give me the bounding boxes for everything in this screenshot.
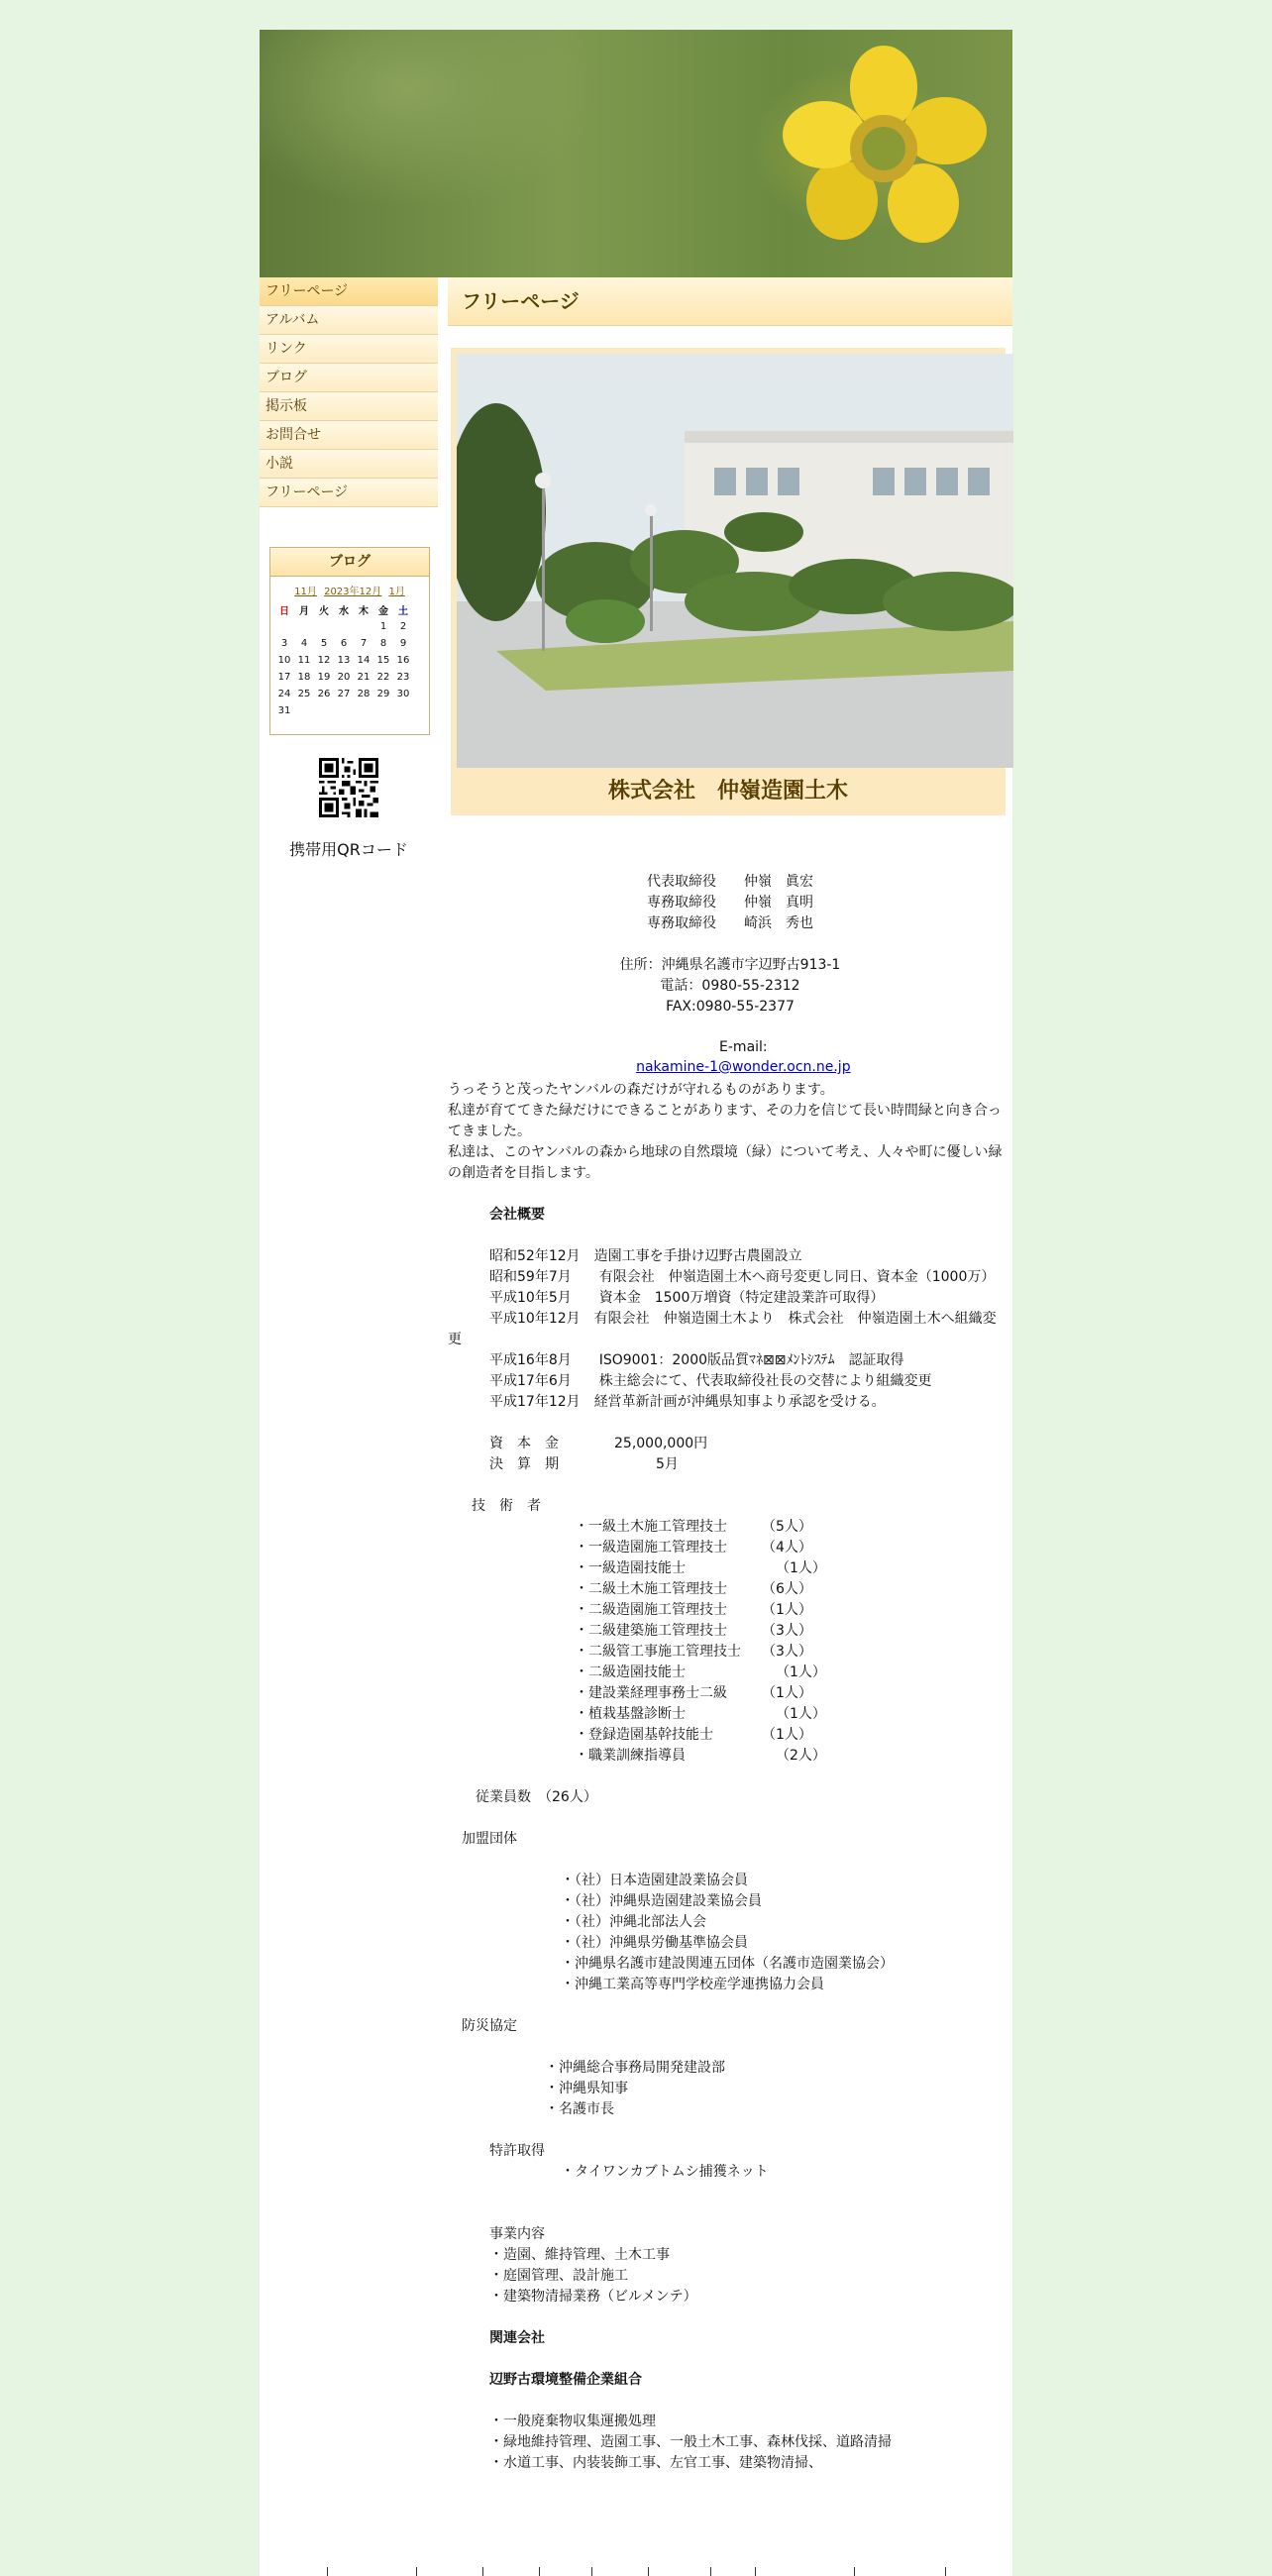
footer-tick (755, 2567, 756, 2576)
history-line: 平成17年12月 経営革新計画が沖縄県知事より承認を受ける。 (489, 1394, 886, 1410)
engineer-line: ・二級土木施工管理技士 （6人） (575, 1581, 812, 1597)
calendar-day[interactable]: 16 (396, 655, 410, 666)
address: 住所：沖縄県名護市字辺野古913-1 (619, 957, 841, 973)
nav-item-free-page-2[interactable]: フリーページ (260, 479, 438, 507)
calendar-day[interactable]: 11 (297, 655, 311, 666)
calendar-day[interactable]: 19 (317, 672, 331, 683)
related-company-name: 辺野古環境整備企業組合 (489, 2372, 642, 2388)
disaster-line: ・沖縄県知事 (545, 2081, 628, 2096)
calendar-day[interactable]: 8 (379, 638, 387, 649)
calendar-day[interactable]: 18 (297, 672, 311, 683)
calendar-day[interactable]: 27 (337, 689, 351, 699)
business-line: ・造園、維持管理、土木工事 (489, 2247, 670, 2263)
nav-item-free-page[interactable]: フリーページ (260, 277, 438, 306)
calendar-day (393, 702, 413, 719)
footer-ticks (260, 2561, 1012, 2576)
related-business-line: ・水道工事、内装装飾工事、左官工事、建築物清掃、 (489, 2455, 822, 2471)
intro-line: うっそうと茂ったヤンバルの森だけが守れるものがあります。 (448, 1082, 834, 1098)
footer-tick (648, 2567, 649, 2576)
calendar-day[interactable]: 9 (399, 638, 407, 649)
calendar-day[interactable]: 30 (396, 689, 410, 699)
calendar-grid (274, 601, 413, 719)
association-line: ・沖縄工業高等専門学校産学連携協力会員 (561, 1977, 824, 1992)
calendar-day[interactable]: 14 (357, 655, 371, 666)
history-line: 更 (448, 1332, 462, 1347)
related-business-line: ・緑地維持管理、造園工事、一般土木工事、森林伐採、道路清掃 (489, 2434, 892, 2450)
footer-tick (854, 2567, 855, 2576)
weekday-label: 金 (378, 606, 388, 617)
nav-item-contact[interactable]: お問合せ (260, 421, 438, 450)
engineer-line: ・二級管工事施工管理技士 （3人） (575, 1644, 812, 1660)
nav-item-blog[interactable]: ブログ (260, 364, 438, 392)
calendar-day[interactable]: 3 (280, 638, 288, 649)
patent-heading: 特許取得 (489, 2143, 545, 2159)
footer-tick (710, 2567, 711, 2576)
history-line: 昭和52年12月 造園工事を手掛け辺野古農園設立 (489, 1248, 802, 1264)
header-banner (260, 30, 1012, 277)
related-business-line: ・一般廃棄物収集運搬処理 (489, 2414, 656, 2429)
disaster-line: ・沖縄総合事務局開発建設部 (545, 2060, 725, 2076)
calendar-day[interactable]: 23 (396, 672, 410, 683)
history-line: 平成17年6月 株主総会にて、代表取締役社長の交替により組織変更 (489, 1373, 932, 1389)
intro-line: 私達が育ててきた緑だけにできることがあります、その力を信じて長い時間緑と向き合っ (448, 1103, 1002, 1119)
page-container (260, 30, 1012, 2576)
calendar-prev-link[interactable]: 11月 (294, 587, 317, 597)
calendar-day (314, 702, 334, 719)
calendar-day[interactable]: 20 (337, 672, 351, 683)
calendar-day[interactable]: 7 (360, 638, 368, 649)
calendar-day[interactable]: 17 (277, 672, 291, 683)
calendar-day[interactable]: 29 (376, 689, 390, 699)
calendar-next-link[interactable]: 1月 (388, 587, 405, 597)
flower-photo (260, 30, 1012, 277)
calendar-nav (270, 583, 429, 597)
engineer-line: ・植栽基盤診断士 （1人） (575, 1706, 826, 1722)
disaster-heading: 防災協定 (462, 2018, 517, 2034)
calendar-day[interactable]: 25 (297, 689, 311, 699)
fiscal-period: 決 算 期 5月 (489, 1456, 679, 1472)
calendar-day (334, 702, 354, 719)
engineer-line: ・二級造園施工管理技士 （1人） (575, 1602, 812, 1618)
qr-code-label: 携帯用QRコード (289, 840, 408, 859)
calendar-day[interactable]: 2 (399, 621, 407, 632)
main-content (448, 277, 1012, 2471)
business-line: ・庭園管理、設計施工 (489, 2268, 628, 2284)
engineers-heading: 技 術 者 (472, 1498, 541, 1514)
footer-tick (591, 2567, 592, 2576)
calendar-day[interactable]: 6 (340, 638, 348, 649)
sidebar (260, 277, 438, 859)
calendar-day[interactable]: 21 (357, 672, 371, 683)
calendar-day[interactable]: 4 (300, 638, 308, 649)
engineer-line: ・一級土木施工管理技士 （5人） (575, 1519, 812, 1535)
email-label: E-mail: (719, 1039, 768, 1055)
footer-tick (945, 2567, 946, 2576)
officer-line: 専務取締役 仲嶺 真明 (647, 895, 813, 911)
association-line: ・（社）沖縄県造園建設業協会員 (561, 1893, 762, 1909)
weekday-label: 水 (339, 606, 349, 617)
calendar-week (274, 618, 413, 635)
calendar-day[interactable]: 10 (277, 655, 291, 666)
page-title: フリーページ (448, 277, 1012, 326)
employee-count: 従業員数 （26人） (476, 1789, 597, 1805)
calendar-week (274, 652, 413, 669)
calendar-day (354, 618, 373, 635)
weekday-label: 火 (319, 606, 329, 617)
history-line: 平成10年5月 資本金 1500万増資（特定建設業許可取得） (489, 1290, 885, 1306)
history-line: 平成10年12月 有限会社 仲嶺造園土木より 株式会社 仲嶺造園土木へ組織変 (489, 1311, 997, 1327)
engineer-line: ・二級建築施工管理技士 （3人） (575, 1623, 812, 1639)
footer-tick (482, 2567, 483, 2576)
weekday-label: 木 (359, 606, 369, 617)
company-name: 株式会社 仲嶺造園土木 (607, 779, 848, 804)
phone: 電話：0980-55-2312 (660, 978, 800, 994)
disaster-line: ・名護市長 (545, 2101, 614, 2117)
overview-heading: 会社概要 (489, 1207, 545, 1223)
associations-heading: 加盟団体 (462, 1831, 517, 1847)
weekday-label: 日 (279, 606, 289, 617)
history-line: 昭和59年7月 有限会社 仲嶺造園土木へ商号変更し同日、資本金（1000万） (489, 1269, 996, 1285)
engineer-line: ・登録造園基幹技能士 （1人） (575, 1727, 812, 1743)
association-line: ・（社）日本造園建設業協会員 (561, 1873, 748, 1888)
intro-line: 私達は、このヤンバルの森から地球の自然環境（緑）について考え、人々や町に優しい緑 (448, 1144, 1003, 1160)
capital: 資 本 金 25,000,000円 (489, 1436, 708, 1451)
calendar-week (274, 669, 413, 686)
company-photo (457, 354, 1013, 768)
weekday-label: 土 (398, 606, 408, 617)
building-garden-illustration (457, 354, 1013, 768)
calendar-week (274, 686, 413, 702)
nav-item-album[interactable]: アルバム (260, 306, 438, 335)
calendar-day (274, 618, 294, 635)
calendar-day[interactable]: 22 (376, 672, 390, 683)
business-heading: 事業内容 (489, 2226, 545, 2242)
calendar-week (274, 635, 413, 652)
footer-tick (539, 2567, 540, 2576)
qr-code (319, 758, 378, 817)
intro-line: てきました。 (448, 1124, 531, 1139)
business-line: ・建築物清掃業務（ビルメンテ） (489, 2289, 697, 2305)
history-line: 平成16年8月 ISO9001：2000版品質ﾏﾈ⊠⊠ﾒﾝﾄｼｽﾃﾑ 認証取得 (489, 1352, 904, 1368)
engineer-line: ・職業訓練指導員 （2人） (575, 1748, 826, 1764)
company-photo-frame (451, 348, 1006, 815)
calendar-day[interactable]: 13 (337, 655, 351, 666)
calendar-day[interactable]: 5 (320, 638, 328, 649)
calendar-day[interactable]: 24 (277, 689, 291, 699)
calendar-day (294, 702, 314, 719)
footer-tick (327, 2567, 328, 2576)
calendar-day[interactable]: 31 (277, 705, 291, 716)
association-line: ・（社）沖縄県労働基準協会員 (561, 1935, 748, 1951)
calendar-day[interactable]: 1 (379, 621, 387, 632)
calendar-week (274, 702, 413, 719)
blog-calendar (269, 547, 430, 735)
engineer-line: ・二級造園技能士 （1人） (575, 1664, 826, 1680)
association-line: ・（社）沖縄北部法人会 (561, 1914, 706, 1930)
calendar-current-link[interactable]: 2023年12月 (324, 587, 382, 597)
officer-line: 代表取締役 仲嶺 眞宏 (647, 874, 813, 890)
related-heading: 関連会社 (489, 2330, 545, 2346)
engineer-line: ・一級造園技能士 （1人） (575, 1560, 826, 1576)
calendar-title: ブログ (270, 548, 429, 577)
engineer-line: ・一級造園施工管理技士 （4人） (575, 1540, 812, 1556)
officer-line: 専務取締役 崎浜 秀也 (647, 915, 813, 931)
intro-line: の創造者を目指します。 (448, 1165, 599, 1181)
association-line: ・沖縄県名護市建設関連五団体（名護市造園業協会） (561, 1956, 894, 1972)
weekday-label: 月 (299, 606, 309, 617)
calendar-day (354, 702, 373, 719)
nav-item-novel[interactable]: 小説 (260, 450, 438, 479)
patent-line: ・タイワンカブトムシ捕獲ネット (561, 2164, 769, 2180)
footer-tick (416, 2567, 417, 2576)
calendar-day (334, 618, 354, 635)
calendar-day (373, 702, 393, 719)
calendar-day[interactable]: 28 (357, 689, 371, 699)
calendar-day[interactable]: 12 (317, 655, 331, 666)
calendar-day (314, 618, 334, 635)
engineer-line: ・建設業経理事務士二級 （1人） (575, 1685, 812, 1701)
email-link[interactable]: nakamine-1@wonder.ocn.ne.jp (636, 1059, 851, 1075)
nav-item-links[interactable]: リンク (260, 335, 438, 364)
fax: FAX:0980-55-2377 (666, 999, 795, 1015)
calendar-day[interactable]: 26 (317, 689, 331, 699)
calendar-day[interactable]: 15 (376, 655, 390, 666)
calendar-day (294, 618, 314, 635)
nav-item-bbs[interactable]: 掲示板 (260, 392, 438, 421)
